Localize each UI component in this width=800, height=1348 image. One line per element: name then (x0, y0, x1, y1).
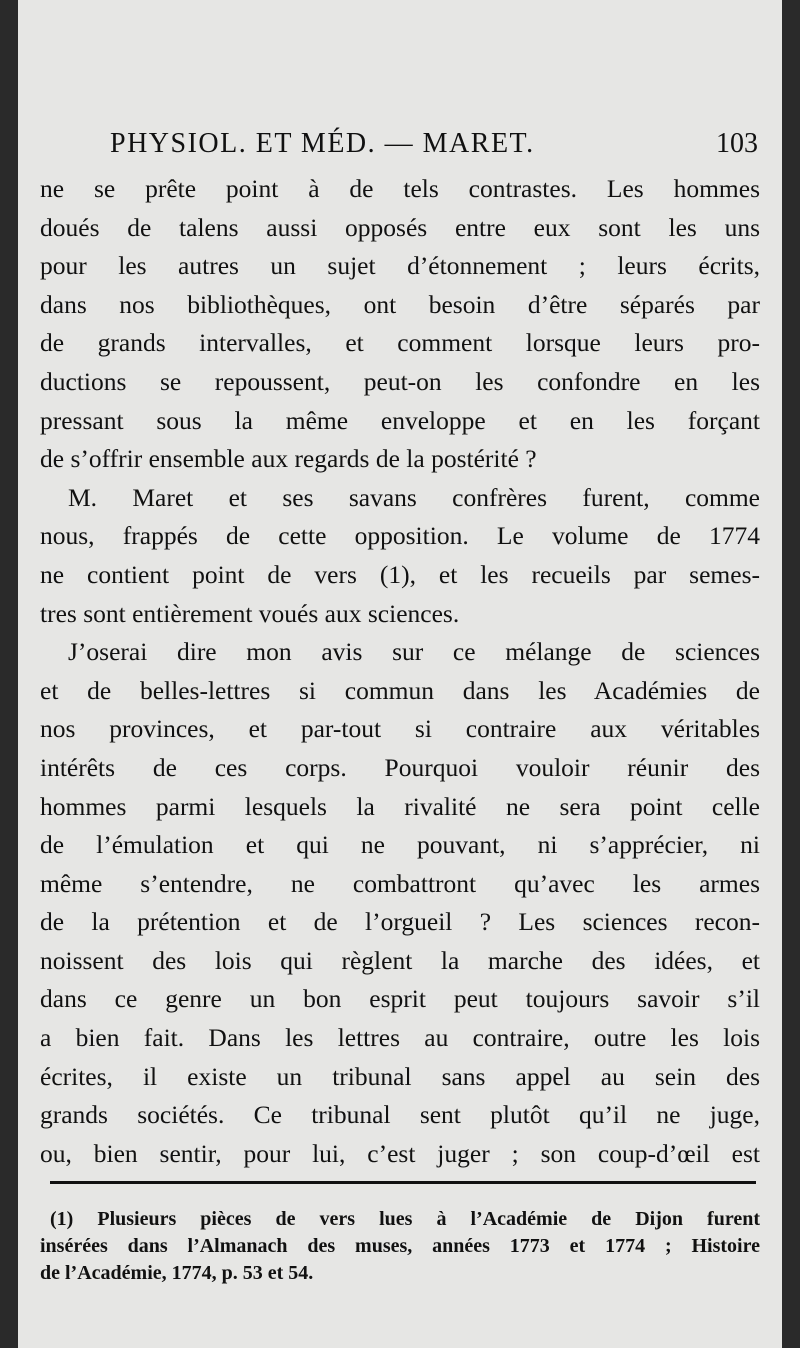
text-line: même s’entendre, ne combattront qu’avec les armes (40, 868, 760, 898)
text-line: écrites, il existe un tribunal sans appel au sein des (40, 1061, 760, 1091)
text-line: dans nos bibliothèques, ont besoin d’être séparés par (40, 289, 760, 319)
text-line: ne se prête point à de tels contrastes. Les hommes (40, 174, 760, 203)
text-line: nous, frappés de cette opposition. Le volume de 1774 (40, 521, 760, 551)
text-line: ne contient point de vers (1), et les recueils par semes- (40, 559, 760, 589)
text-line: dans ce genre un bon esprit peut toujours savoir s’il (40, 984, 760, 1014)
running-title: PHYSIOL. ET MÉD. — MARET. (110, 128, 535, 159)
text-line: ductions se repoussent, peut-on les confondre en les (40, 366, 760, 396)
footnote-divider (50, 1181, 756, 1184)
text-line: doués de talens aussi opposés entre eux sont les uns (40, 212, 760, 242)
footnote-line: (1) Plusieurs pièces de vers lues à l’Académie de Dijon furent (50, 1208, 760, 1230)
footnote-line: de l’Académie, 1774, p. 53 et 54. (40, 1262, 314, 1284)
text-line: intérêts de ces corps. Pourquoi vouloir réunir des (40, 752, 760, 782)
text-line: grands sociétés. Ce tribunal sent plutôt qu’il ne juge, (40, 1100, 760, 1130)
text-line: de s’offrir ensemble aux regards de la postérité ? (40, 444, 537, 474)
footnotes (40, 1206, 760, 1287)
text-line: ou, bien sentir, pour lui, c’est juger ; son coup-d’œil est (40, 1138, 760, 1168)
page-number: 103 (716, 128, 758, 159)
text-line: pressant sous la même enveloppe et en les forçant (40, 405, 760, 435)
text-line: de la prétention et de l’orgueil ? Les sciences recon- (40, 907, 760, 937)
text-line: nos provinces, et par-tout si contraire aux véritables (40, 714, 760, 744)
footnote-line: insérées dans l’Almanach des muses, années 1773 et 1774 ; Histoire (40, 1235, 760, 1257)
text-line: tres sont entièrement voués aux sciences. (40, 598, 460, 628)
text-line: de grands intervalles, et comment lorsque leurs pro- (40, 328, 760, 358)
body-text (40, 170, 760, 1173)
text-line: a bien fait. Dans les lettres au contraire, outre les lois (40, 1023, 760, 1053)
text-line: de l’émulation et qui ne pouvant, ni s’apprécier, ni (40, 830, 760, 860)
text-line: pour les autres un sujet d’étonnement ; leurs écrits, (40, 251, 760, 281)
text-line: J’oserai dire mon avis sur ce mélange de sciences (68, 637, 760, 667)
text-line: noissent des lois qui règlent la marche des idées, et (40, 945, 760, 975)
running-header (110, 128, 758, 172)
text-line: et de belles-lettres si commun dans les Académies de (40, 675, 760, 705)
book-page (18, 0, 782, 1348)
text-line: hommes parmi lesquels la rivalité ne sera point celle (40, 791, 760, 821)
text-line: M. Maret et ses savans confrères furent, comme (68, 482, 760, 512)
